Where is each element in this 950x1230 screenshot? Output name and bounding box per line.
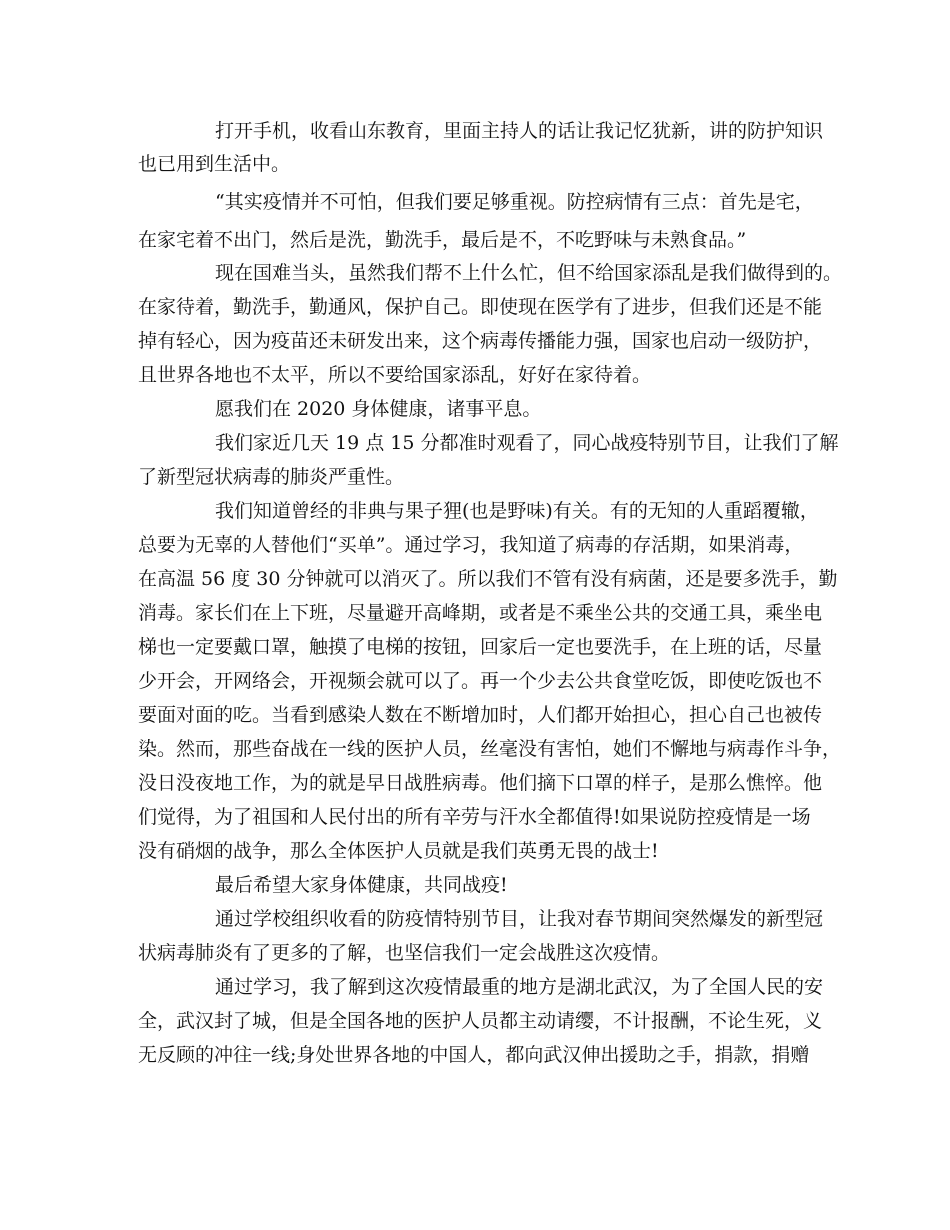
text-line: “其实疫情并不可怕，但我们要足够重视。防控病情有三点：首先是宅， (215, 191, 814, 213)
text-line: 且世界各地也不太平，所以不要给国家添乱，好好在家待着。 (138, 364, 652, 386)
text-line: 在家宅着不出门，然后是洗，勤洗手，最后是不，不吃野味与未熟食品。” (138, 229, 747, 251)
text-line: 全，武汉封了城，但是全国各地的医护人员都主动请缨，不计报酬，不论生死，义 (138, 1010, 823, 1032)
text-line: 消毒。家长们在上下班，尽量避开高峰期，或者是不乘坐公共的交通工具，乘坐电 (138, 602, 823, 624)
text-line: 也已用到生活中。 (138, 153, 291, 175)
text-line: 我们知道曾经的非典与果子狸(也是野味)有关。有的无知的人重蹈覆辙， (215, 500, 819, 522)
text-line: 状病毒肺炎有了更多的了解，也坚信我们一定会战胜这次疫情。 (138, 942, 671, 964)
text-line: 们觉得，为了祖国和人民付出的所有辛劳与汗水全都值得!如果说防控疫情是一场 (138, 806, 811, 828)
text-line: 通过学校组织收看的防疫情特别节目，让我对春节期间突然爆发的新型冠 (215, 908, 824, 930)
text-line: 在高温 56 度 30 分钟就可以消灭了。所以我们不管有没有病菌，还是要多洗手，勤 (138, 568, 838, 590)
text-line: 梯也一定要戴口罩，触摸了电梯的按钮，回家后一定也要洗手，在上班的话，尽量 (138, 636, 823, 658)
text-line: 掉有轻心，因为疫苗还未研发出来，这个病毒传播能力强，国家也启动一级防护， (138, 330, 823, 352)
text-line: 无反顾的冲往一线;身处世界各地的中国人，都向武汉伸出援助之手，捐款，捐赠 (138, 1044, 810, 1066)
text-line: 了新型冠状病毒的肺炎严重性。 (138, 466, 405, 488)
text-line: 打开手机，收看山东教育，里面主持人的话让我记忆犹新，讲的防护知识 (215, 120, 824, 142)
text-line: 染。然而，那些奋战在一线的医护人员，丝毫没有害怕，她们不懈地与病毒作斗争， (138, 738, 842, 760)
text-line: 总要为无辜的人替他们“买单”。通过学习，我知道了病毒的存活期，如果消毒， (138, 534, 804, 556)
text-line: 没日没夜地工作，为的就是早日战胜病毒。他们摘下口罩的样子，是那么憔悴。他 (138, 772, 823, 794)
text-line: 现在国难当头，虽然我们帮不上什么忙，但不给国家添乱是我们做得到的。 (215, 262, 843, 284)
text-line: 通过学习，我了解到这次疫情最重的地方是湖北武汉，为了全国人民的安 (215, 976, 824, 998)
text-line: 少开会，开网络会，开视频会就可以了。再一个少去公共食堂吃饭，即使吃饭也不 (138, 670, 823, 692)
text-line: 没有硝烟的战争，那么全体医护人员就是我们英勇无畏的战士! (138, 840, 659, 862)
text-line: 我们家近几天 19 点 15 分都准时观看了，同心战疫特别节目，让我们了解 (215, 432, 839, 454)
text-line: 愿我们在 2020 身体健康，诸事平息。 (215, 398, 542, 420)
text-line: 要面对面的吃。当看到感染人数在不断增加时，人们都开始担心，担心自己也被传 (138, 704, 823, 726)
text-line: 在家待着，勤洗手，勤通风，保护自己。即使现在医学有了进步，但我们还是不能 (138, 296, 823, 318)
text-line: 最后希望大家身体健康，共同战疫! (215, 874, 508, 896)
